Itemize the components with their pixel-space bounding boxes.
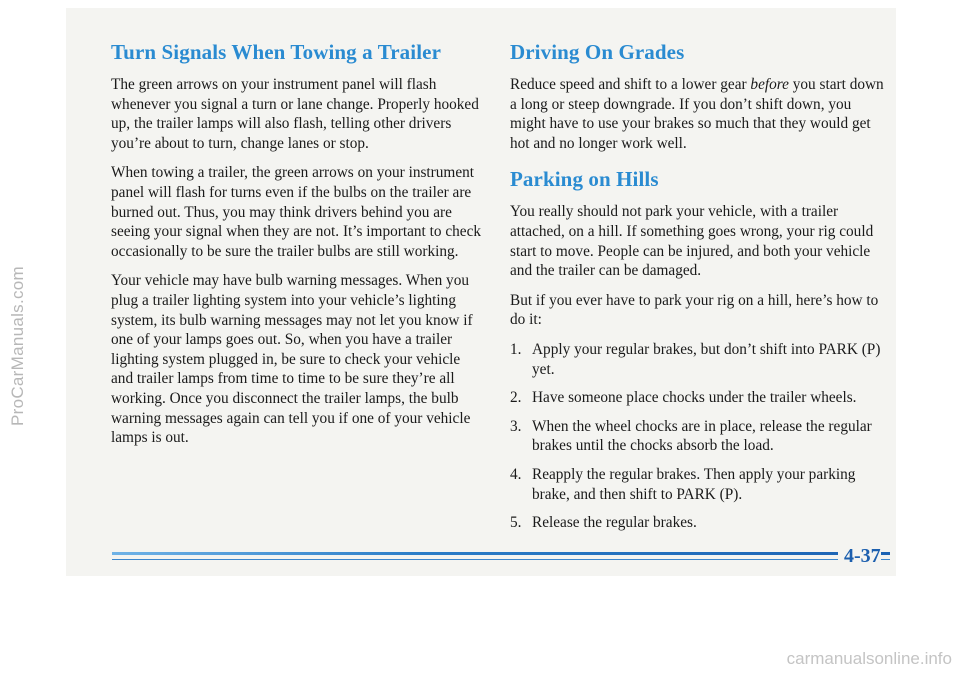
step-text: When the wheel chocks are in place, release the regular brakes until the chocks absorb the load. [532,417,872,455]
list-item [510,513,885,533]
paragraph: Your vehicle may have bulb warning messages. When you plug a trailer lighting system into your vehicle’s lighting system, its bulb warning messages may not let you know if one of your lamps goes out. So, when you have a trailer lighting system plugged in, be sure to check your vehicle and trailer lamps from time to time to be sure they’re all working. Once you disconnect the trailer lamps, the bulb warning messages again can tell you if one of your vehicle lamps is out. [111,272,473,447]
heading-parking-on-hills: Parking on Hills [510,167,659,192]
step-text: Reapply the regular brakes. Then apply your parking brake, and then shift to PARK (P). [532,465,856,503]
paragraph: You really should not park your vehicle, with a trailer attached, on a hill. If something goes wrong, your rig could start to move. People can be injured, and both your vehicle and the trailer can be damaged. [510,203,874,280]
footer-rule-thin [112,559,890,560]
step-text: Release the regular brakes. [532,514,697,532]
list-item [510,388,885,408]
heading-driving-on-grades: Driving On Grades [510,40,685,64]
step-number: 3. [510,417,522,435]
paragraph: When towing a trailer, the green arrows on your instrument panel will flash for turns even if the bulbs on the trailer are burned out. Thus, you may think drivers behind you are seeing your signal when they are not. It’s important to check occasionally to be sure the trailer bulbs are still working. [111,164,482,260]
right-column [510,40,885,542]
footer-rule [112,552,890,564]
heading-turn-signals: Turn Signals When Towing a Trailer [111,40,441,64]
paragraph: But if you ever have to park your rig on a hill, here’s how to do it: [510,291,879,329]
list-item [510,340,885,379]
step-number: 4. [510,465,522,483]
emphasis-before: before [750,76,789,93]
footer-rule-thick [112,552,890,555]
step-number: 2. [510,389,522,407]
text-segment: you start down a long or steep downgrade. If you don’t shift down, you might have to use your brakes so much that they would get hot and no longer work well. [510,76,884,152]
step-number: 1. [510,340,522,358]
step-number: 5. [510,514,522,532]
list-item [510,417,885,456]
side-watermark [6,66,30,626]
step-text: Apply your regular brakes, but don’t shift into PARK (P) yet. [532,340,881,378]
parking-steps-list [510,340,885,533]
paragraph-grades [510,75,885,153]
left-column [111,40,483,458]
side-watermark-text: ProCarManuals.com [8,265,28,427]
paragraph: The green arrows on your instrument panel will flash whenever you signal a turn or lane change. Properly hooked up, the trailer lamps will also flash, telling other drivers you’re about to turn, change lanes or stop. [111,76,479,152]
page-number: 4-37 [838,545,881,568]
list-item [510,465,885,504]
text-segment: Reduce speed and shift to a lower gear [510,76,751,93]
bottom-watermark: carmanualsonline.info [786,649,952,668]
step-text: Have someone place chocks under the trailer wheels. [532,389,857,407]
